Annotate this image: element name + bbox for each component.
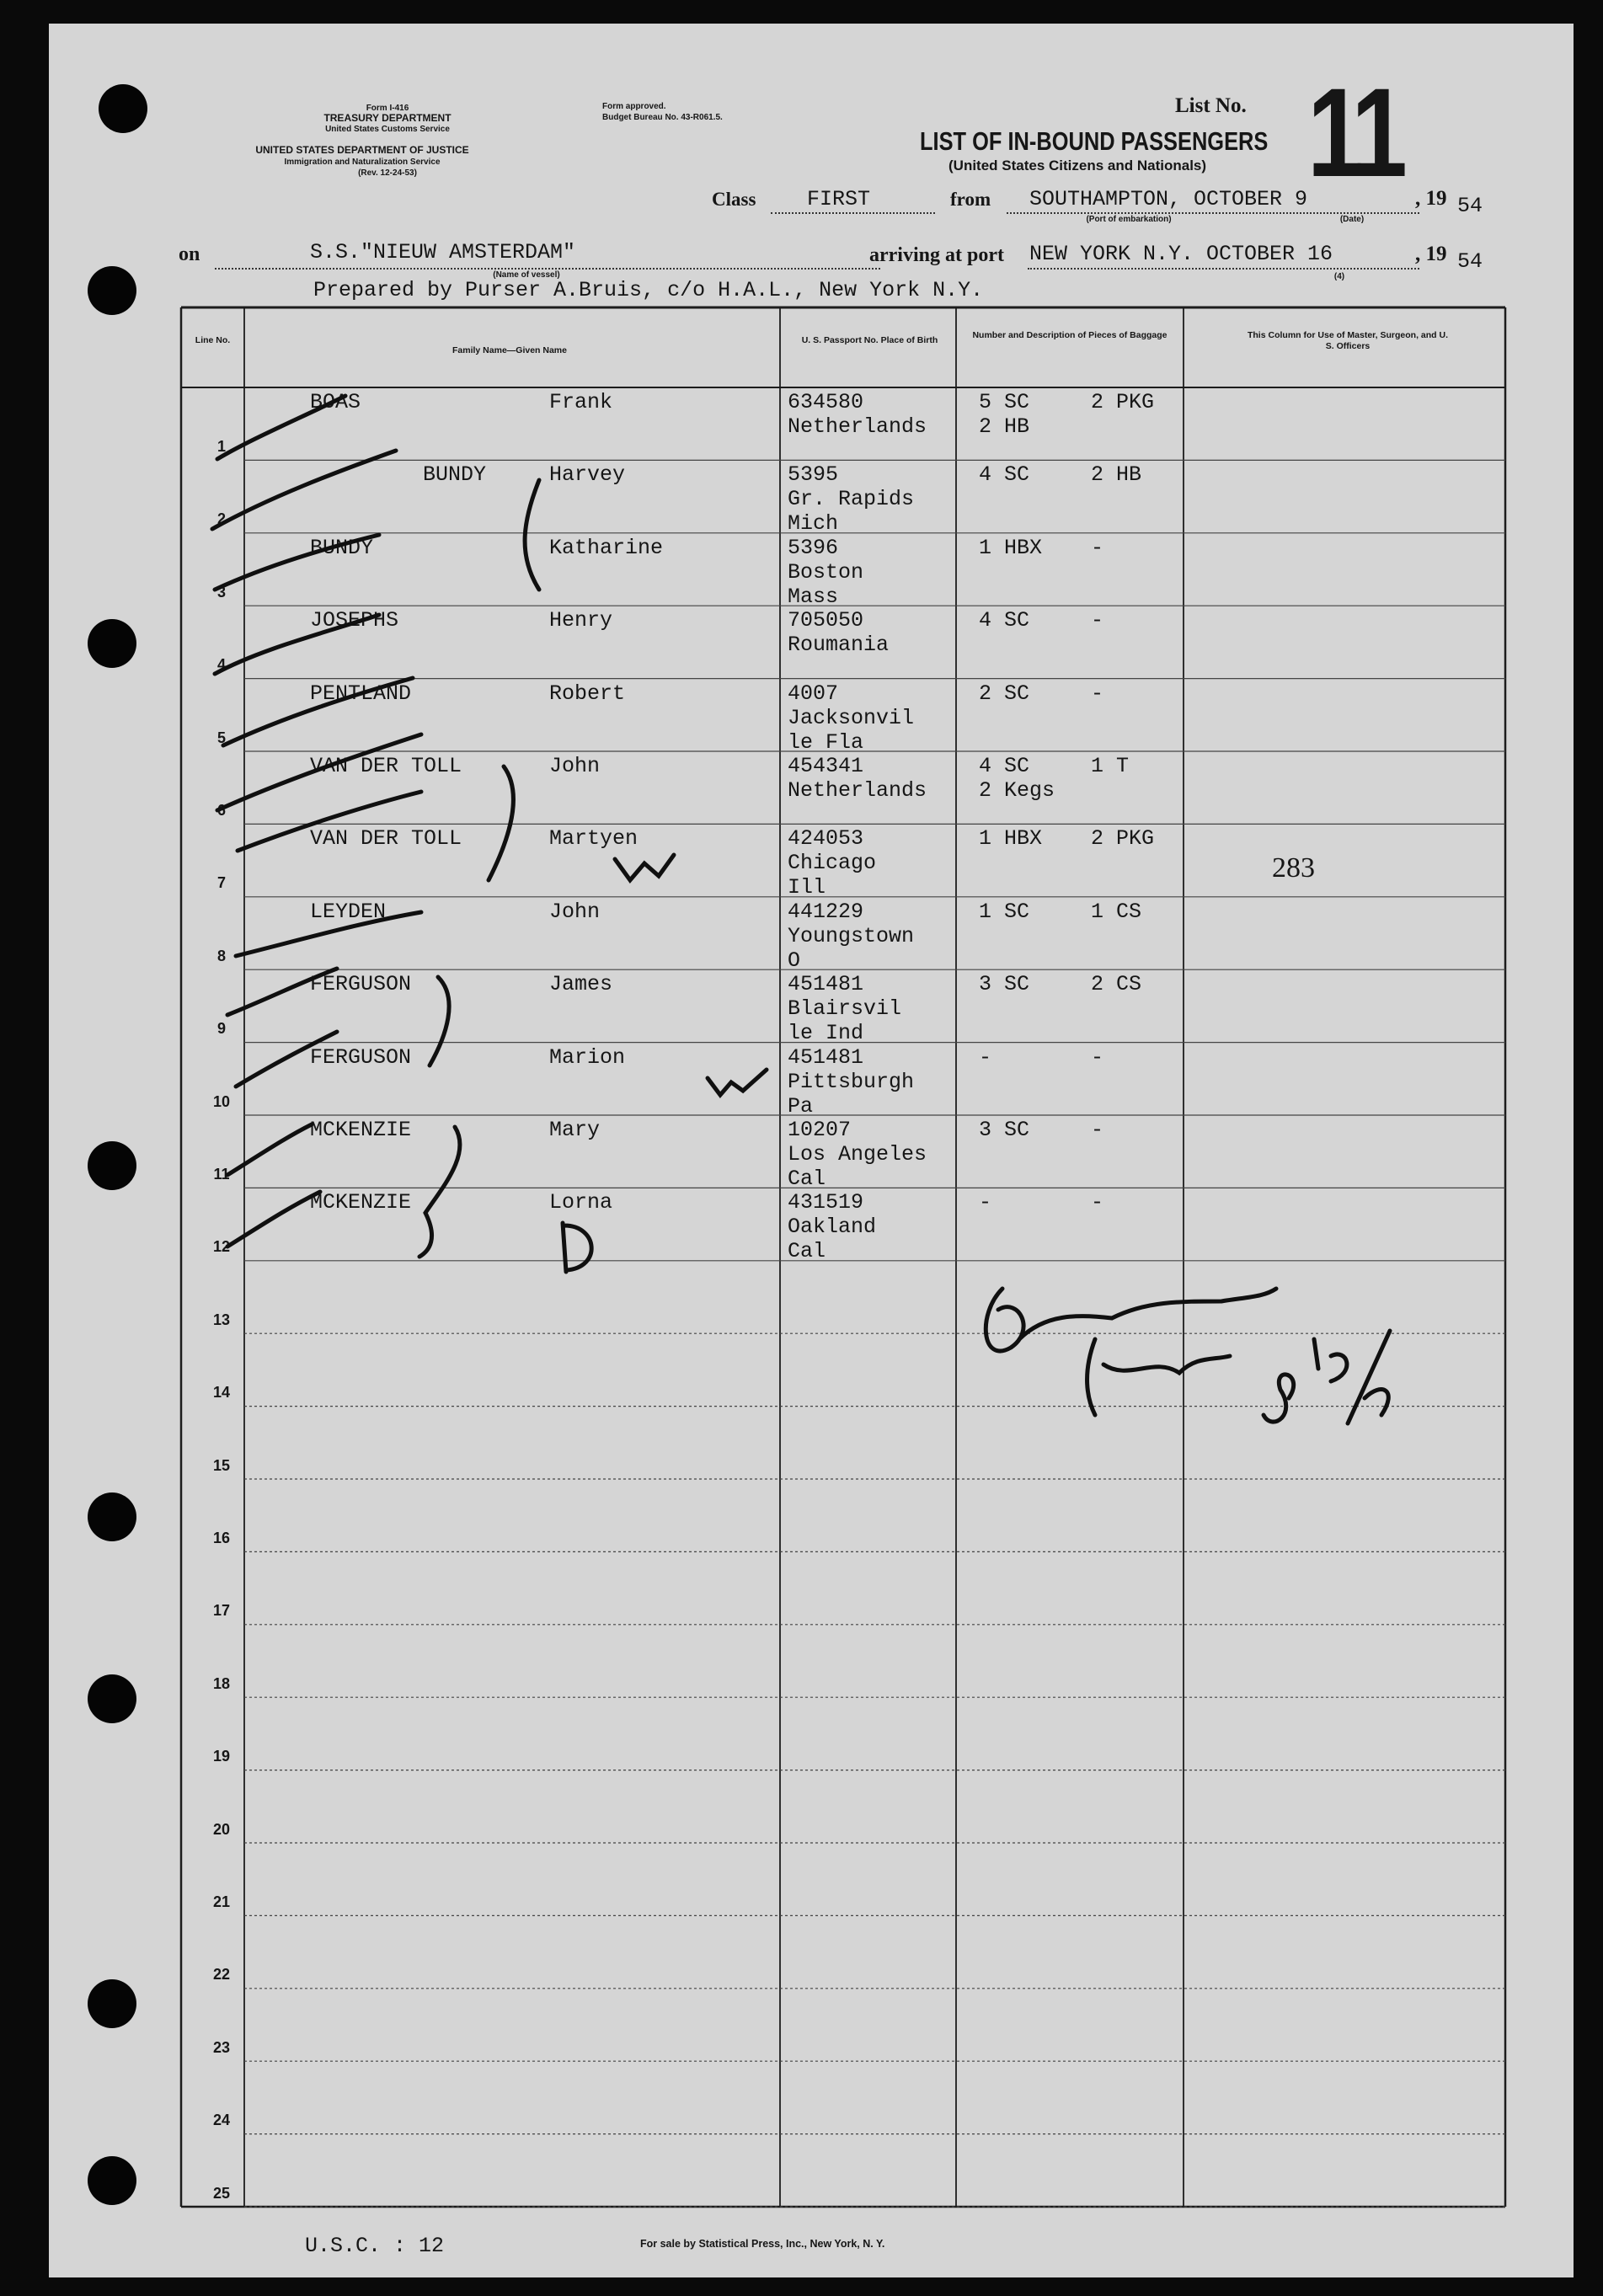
family-name: BUNDY xyxy=(310,535,374,560)
family-name: FERGUSON xyxy=(310,972,412,997)
vessel-name: S.S."NIEUW AMSTERDAM" xyxy=(310,240,576,264)
passport-number: 454341 xyxy=(788,754,864,778)
year-value-1: 54 xyxy=(1457,194,1483,218)
baggage-count-2: 2 PKG xyxy=(1091,390,1155,414)
baggage-count: 4 SC xyxy=(979,754,1030,778)
line-number: 3 xyxy=(216,583,226,601)
place-of-birth: le Fla xyxy=(788,729,864,755)
year-prefix-2: , 19 xyxy=(1415,243,1447,265)
family-name: JOSEPHS xyxy=(310,608,399,633)
place-of-birth: Mass xyxy=(788,584,839,609)
line-number: 2 xyxy=(216,510,226,528)
page-subtitle: (United States Citizens and Nationals) xyxy=(948,158,1207,174)
budget-bureau: Budget Bureau No. 43-R061.5. xyxy=(602,113,723,122)
given-name: James xyxy=(549,972,613,997)
family-name: VAN DER TOLL xyxy=(310,754,462,778)
given-name: John xyxy=(549,754,601,778)
line-number: 5 xyxy=(216,729,226,746)
list-number: 11 xyxy=(1307,61,1401,203)
place-of-birth: Netherlands xyxy=(788,414,927,439)
family-name: MCKENZIE xyxy=(310,1118,412,1142)
place-of-birth: Oakland xyxy=(788,1215,877,1240)
baggage-count-2: - xyxy=(1091,1190,1104,1215)
baggage-count: 3 SC xyxy=(979,972,1030,997)
family-name: FERGUSON xyxy=(310,1044,412,1070)
baggage-count-3: 2 HB xyxy=(979,414,1030,439)
passport-number: 634580 xyxy=(788,390,864,414)
baggage-count: - xyxy=(979,1190,992,1215)
column-header-passport: U. S. Passport No. Place of Birth xyxy=(801,335,938,345)
embarkation-value: SOUTHAMPTON, OCTOBER 9 xyxy=(1029,187,1308,211)
given-name: Frank xyxy=(549,390,613,414)
given-name: Katharine xyxy=(549,535,664,560)
form-revision: (Rev. 12-24-53) xyxy=(358,168,417,178)
line-number: 19 xyxy=(212,1748,231,1765)
line-number: 7 xyxy=(216,874,226,892)
place-of-birth: Cal xyxy=(788,1167,826,1191)
officer-note: 283 xyxy=(1272,852,1315,884)
line-number: 25 xyxy=(212,2184,231,2202)
family-name: VAN DER TOLL xyxy=(310,826,462,852)
given-name: Harvey xyxy=(549,462,626,488)
line-number: 22 xyxy=(212,1966,231,1984)
passport-number: 5395 xyxy=(788,462,839,488)
arriving-label: arriving at port xyxy=(869,244,1004,266)
baggage-count-2: - xyxy=(1091,1044,1104,1070)
place-of-birth: Pa xyxy=(788,1093,814,1119)
passport-number: 5396 xyxy=(788,535,839,560)
place-of-birth: Roumania xyxy=(788,633,890,658)
place-of-birth: O xyxy=(788,948,801,973)
place-of-birth: Los Angeles xyxy=(788,1142,927,1167)
baggage-count: 4 SC xyxy=(979,608,1030,633)
place-of-birth: Cal xyxy=(788,1239,826,1264)
customs-service: United States Customs Service xyxy=(325,125,450,134)
form-number: Form I-416 xyxy=(366,104,409,113)
page-title: LIST OF IN-BOUND PASSENGERS xyxy=(920,126,1269,156)
line-number: 23 xyxy=(212,2038,231,2056)
column-header-name: Family Name—Given Name xyxy=(452,345,567,355)
passport-number: 451481 xyxy=(788,972,864,997)
form-approved: Form approved. xyxy=(602,102,666,111)
baggage-count: 2 SC xyxy=(979,681,1030,706)
line-number: 8 xyxy=(216,947,226,964)
baggage-count-2: - xyxy=(1091,608,1104,633)
family-name: BOAS xyxy=(310,390,361,414)
column-header-baggage: Number and Description of Pieces of Baggage xyxy=(972,330,1168,340)
baggage-count: - xyxy=(979,1044,992,1070)
line-number: 13 xyxy=(212,1311,231,1328)
passport-number: 705050 xyxy=(788,608,864,633)
baggage-count: 4 SC xyxy=(979,462,1030,488)
baggage-count-2: - xyxy=(1091,681,1104,706)
justice-dept: UNITED STATES DEPARTMENT OF JUSTICE xyxy=(255,144,469,156)
vessel-caption: (Name of vessel) xyxy=(493,270,560,280)
passport-number: 431519 xyxy=(788,1190,864,1215)
family-name: LEYDEN xyxy=(310,899,387,924)
place-of-birth: Ill xyxy=(788,875,826,900)
line-number: 17 xyxy=(212,1602,231,1620)
place-of-birth: Gr. Rapids xyxy=(788,487,915,512)
line-number: 18 xyxy=(212,1674,231,1692)
place-of-birth: Pittsburgh xyxy=(788,1069,915,1094)
line-number: 6 xyxy=(216,802,226,819)
baggage-count: 1 HBX xyxy=(979,826,1043,852)
baggage-count-2: - xyxy=(1091,535,1104,560)
from-label: from xyxy=(950,189,991,210)
line-number: 24 xyxy=(212,2112,231,2129)
place-of-birth: Boston xyxy=(788,559,864,585)
baggage-count-2: - xyxy=(1091,1118,1104,1142)
given-name: John xyxy=(549,899,601,924)
place-of-birth: Mich xyxy=(788,511,839,537)
baggage-count-2: 1 T xyxy=(1091,754,1130,778)
place-of-birth: Netherlands xyxy=(788,778,927,803)
year-value-2: 54 xyxy=(1457,249,1483,274)
given-name: Martyen xyxy=(549,826,639,852)
embarkation-caption: (Port of embarkation) xyxy=(1086,215,1172,224)
family-name: MCKENZIE xyxy=(310,1190,412,1215)
class-value: FIRST xyxy=(807,187,871,211)
year-prefix-1: , 19 xyxy=(1415,187,1447,210)
line-number: 21 xyxy=(212,1893,231,1910)
baggage-count: 3 SC xyxy=(979,1118,1030,1142)
four-caption: (4) xyxy=(1333,272,1345,281)
family-name: BUNDY xyxy=(423,462,487,488)
passport-number: 441229 xyxy=(788,899,864,924)
place-of-birth: Youngstown xyxy=(788,923,915,948)
line-number: 11 xyxy=(213,1166,230,1183)
line-number: 10 xyxy=(212,1092,231,1110)
baggage-count: 5 SC xyxy=(979,390,1030,414)
given-name: Lorna xyxy=(549,1190,613,1215)
passport-number: 4007 xyxy=(788,681,839,706)
treasury-dept: TREASURY DEPARTMENT xyxy=(323,112,452,124)
arrival-value: NEW YORK N.Y. OCTOBER 16 xyxy=(1029,242,1333,266)
column-header-officers: This Column for Use of Master, Surgeon, and U. S. Officers xyxy=(1247,330,1449,351)
given-name: Mary xyxy=(549,1118,601,1142)
line-number: 4 xyxy=(216,656,226,674)
line-number: 15 xyxy=(212,1456,231,1474)
passport-number: 10207 xyxy=(788,1118,852,1142)
on-label: on xyxy=(179,243,200,265)
line-number: 12 xyxy=(212,1238,231,1256)
baggage-count-2: 2 HB xyxy=(1091,462,1142,488)
baggage-count-3: 2 Kegs xyxy=(979,778,1055,803)
place-of-birth: Jacksonvil xyxy=(788,705,915,730)
line-number: 20 xyxy=(212,1820,231,1838)
passport-number: 424053 xyxy=(788,826,864,852)
list-no-label: List No. xyxy=(1175,94,1247,117)
baggage-count-2: 2 PKG xyxy=(1091,826,1155,852)
baggage-count-2: 1 CS xyxy=(1091,899,1142,924)
given-name: Robert xyxy=(549,681,626,706)
given-name: Marion xyxy=(549,1044,626,1070)
given-name: Henry xyxy=(549,608,613,633)
line-number: 16 xyxy=(212,1530,231,1546)
footer-usc: U.S.C. : 12 xyxy=(305,2234,445,2258)
ins-service: Immigration and Naturalization Service xyxy=(284,158,441,167)
date-caption: (Date) xyxy=(1339,215,1365,224)
place-of-birth: le Ind xyxy=(788,1021,864,1046)
place-of-birth: Blairsvil xyxy=(788,996,902,1022)
place-of-birth: Chicago xyxy=(788,851,877,876)
baggage-count-2: 2 CS xyxy=(1091,972,1142,997)
baggage-count: 1 SC xyxy=(979,899,1030,924)
line-number: 1 xyxy=(216,438,226,455)
line-number: 14 xyxy=(212,1384,231,1402)
baggage-count: 1 HBX xyxy=(979,535,1043,560)
line-number: 9 xyxy=(216,1020,226,1038)
footer-press: For sale by Statistical Press, Inc., New York, N. Y. xyxy=(640,2238,885,2250)
prepared-by: Prepared by Purser A.Bruis, c/o H.A.L., New York N.Y. xyxy=(313,278,984,302)
column-header-line-no: Line No. xyxy=(195,335,231,345)
family-name: PENTLAND xyxy=(310,681,412,706)
passport-number: 451481 xyxy=(788,1044,864,1070)
class-label: Class xyxy=(712,189,756,210)
